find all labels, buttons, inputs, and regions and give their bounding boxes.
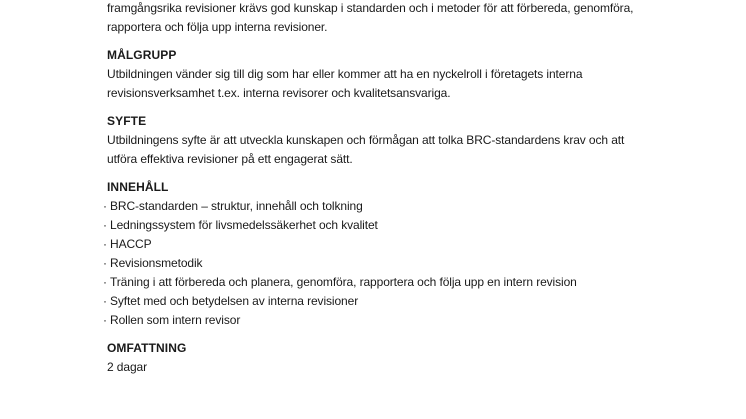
bullet-icon: · — [103, 218, 107, 232]
list-item-text: Rollen som intern revisor — [110, 313, 241, 327]
list-item-text: Träning i att förbereda och planera, genomföra, rapportera och följa upp en intern revision — [110, 275, 577, 289]
list-item — [103, 235, 703, 254]
malgrupp-heading: MÅLGRUPP — [107, 48, 177, 62]
list-item — [103, 311, 703, 330]
intro-line: framgångsrika revisioner krävs god kunskap i standarden och i metoder för att förbereda, genomföra, — [107, 1, 634, 15]
innehall-list — [103, 197, 707, 330]
omfattning-heading: OMFATTNING — [107, 341, 187, 355]
list-item — [103, 216, 703, 235]
list-item — [103, 254, 703, 273]
omfattning-section — [107, 339, 707, 377]
malgrupp-line: revisionsverksamhet t.ex. interna revisorer och kvalitetsansvariga. — [107, 86, 451, 100]
list-item-text: Syftet med och betydelsen av interna revisioner — [110, 294, 359, 308]
bullet-icon: · — [103, 294, 107, 308]
list-item — [103, 197, 703, 216]
syfte-line: utföra effektiva revisioner på ett engagerat sätt. — [107, 152, 353, 166]
innehall-section — [103, 178, 707, 330]
syfte-line: Utbildningens syfte är att utveckla kunskapen och förmågan att tolka BRC-standardens krav och att — [107, 133, 625, 147]
list-item-text: Revisionsmetodik — [110, 256, 203, 270]
list-item-text: Ledningssystem för livsmedelssäkerhet och kvalitet — [110, 218, 378, 232]
bullet-icon: · — [103, 313, 107, 327]
bullet-icon: · — [103, 275, 107, 289]
list-item — [103, 273, 703, 292]
list-item-text: HACCP — [110, 237, 152, 251]
document-body — [103, 0, 707, 377]
bullet-icon: · — [103, 256, 107, 270]
malgrupp-line: Utbildningen vänder sig till dig som har eller kommer att ha en nyckelroll i företagets interna — [107, 67, 583, 81]
syfte-heading: SYFTE — [107, 114, 147, 128]
list-item — [103, 292, 703, 311]
syfte-section — [107, 112, 707, 169]
malgrupp-section — [107, 46, 707, 103]
intro-line: rapportera och följa upp interna revisioner. — [107, 20, 328, 34]
bullet-icon: · — [103, 199, 107, 213]
omfattning-value: 2 dagar — [107, 360, 147, 374]
innehall-heading: INNEHÅLL — [107, 180, 169, 194]
intro-section — [107, 0, 707, 37]
bullet-icon: · — [103, 237, 107, 251]
list-item-text: BRC-standarden – struktur, innehåll och tolkning — [110, 199, 363, 213]
